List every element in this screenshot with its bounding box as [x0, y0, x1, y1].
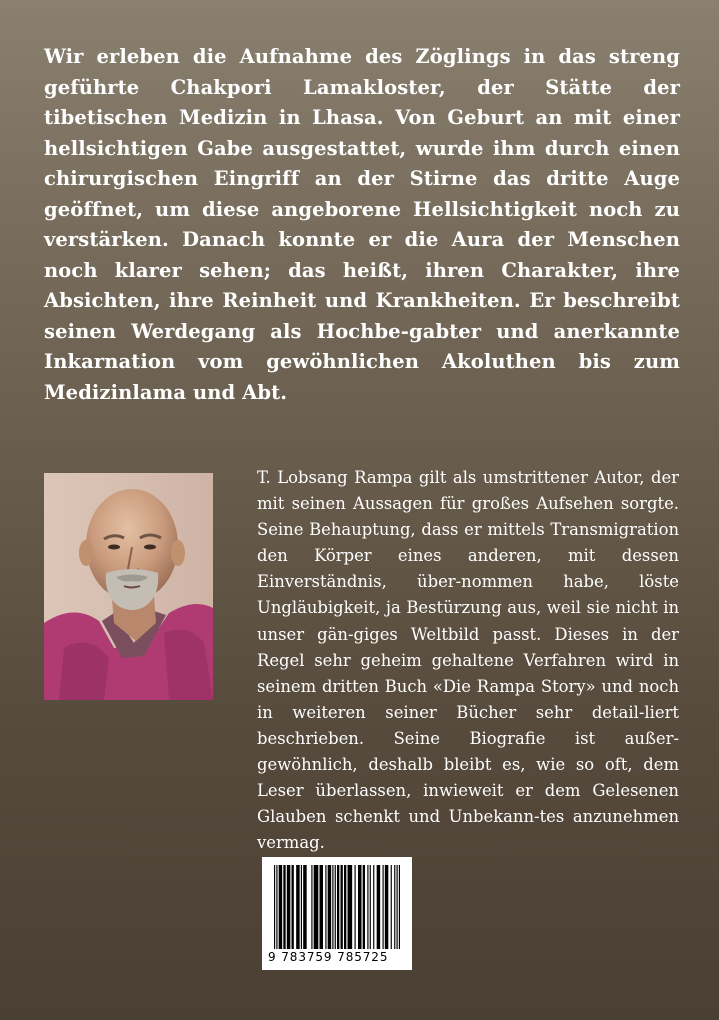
author-photo: [44, 473, 213, 700]
barcode-bar: [276, 865, 277, 949]
barcode-bar: [397, 865, 398, 949]
barcode-bar: [383, 865, 384, 949]
barcode-bar: [348, 865, 353, 949]
barcode-bar: [328, 865, 332, 949]
barcode-bar: [296, 865, 300, 949]
barcode-bar: [279, 865, 283, 949]
barcode-bar: [325, 865, 326, 949]
barcode-bar: [363, 865, 365, 949]
barcode-bar: [332, 865, 333, 949]
barcode-bar: [367, 865, 368, 949]
barcode-bar: [274, 865, 275, 949]
barcode-bar: [355, 865, 356, 949]
barcode-bar: [287, 865, 291, 949]
barcode-bar: [314, 865, 319, 949]
barcode-bar: [358, 865, 362, 949]
back-cover-blurb: Wir erleben die Aufnahme des Zöglings in das streng geführte Chakpori Lamakloster, der Stätte der tibetischen Medizin in Lhasa. Von Geburt an mit einer hellsichtigen Gabe ausgestattet, wurde ihm durch einen chirurgischen Eingriff an der Stirne das dritte Auge geöffnet, um diese angeborene Hellsichtigkeit noch zu verstärken. Danach konnte er die Aura der Menschen noch klarer sehen; das heißt, ihren Charakter, ihre Absichten, ihre Reinheit und Krankheiten. Er beschreibt seinen Werdegang als Hochbe-gabter und anerkannte Inkarnation vom gewöhnlichen Akoluthen bis zum Medizinlama und Abt.: [44, 45, 680, 404]
barcode-bar: [311, 865, 312, 949]
barcode-bar: [292, 865, 294, 949]
barcode-bar: [399, 865, 400, 949]
author-biography: T. Lobsang Rampa gilt als umstrittener Autor, der mit seinen Aussagen für großes Aufsehen sorgte. Seine Behauptung, dass er mittels Transmigration den Körper eines anderen, mit dessen Einverständnis, über-nommen habe, löste Ungläubigkeit, ja Bestürzung aus, weil sie nicht in unser gän-giges Weltbild passt. Dieses in der Regel sehr geheim gehaltene Verfahren wird in seinem dritten Buch «Die Rampa Story» und noch in weiteren seiner Bücher sehr detail-liert beschrieben. Seine Biografie ist außer-gewöhnlich, deshalb bleibt es, wie so oft, dem Leser überlassen, inwieweit er dem Gelesenen Glauben schenkt und Unbekann-tes anzunehmen vermag.: [257, 468, 679, 853]
barcode-bar: [335, 865, 336, 949]
barcode-bar: [337, 865, 339, 949]
barcode-bar: [373, 865, 374, 949]
barcode-bar: [385, 865, 389, 949]
barcode-bar: [283, 865, 285, 949]
barcode-bar: [320, 865, 324, 949]
barcode-bar: [377, 865, 381, 949]
barcode-bars: [274, 865, 400, 949]
barcode-bar: [394, 865, 395, 949]
barcode-bar: [303, 865, 306, 949]
isbn-barcode: [262, 857, 412, 970]
barcode-bar: [391, 865, 392, 949]
barcode-bar: [370, 865, 371, 949]
isbn-number: 9 783759 785725: [268, 950, 389, 964]
author-portrait-image: [44, 473, 213, 700]
barcode-bar: [301, 865, 302, 949]
barcode-bar: [341, 865, 343, 949]
barcode-bar: [344, 865, 346, 949]
